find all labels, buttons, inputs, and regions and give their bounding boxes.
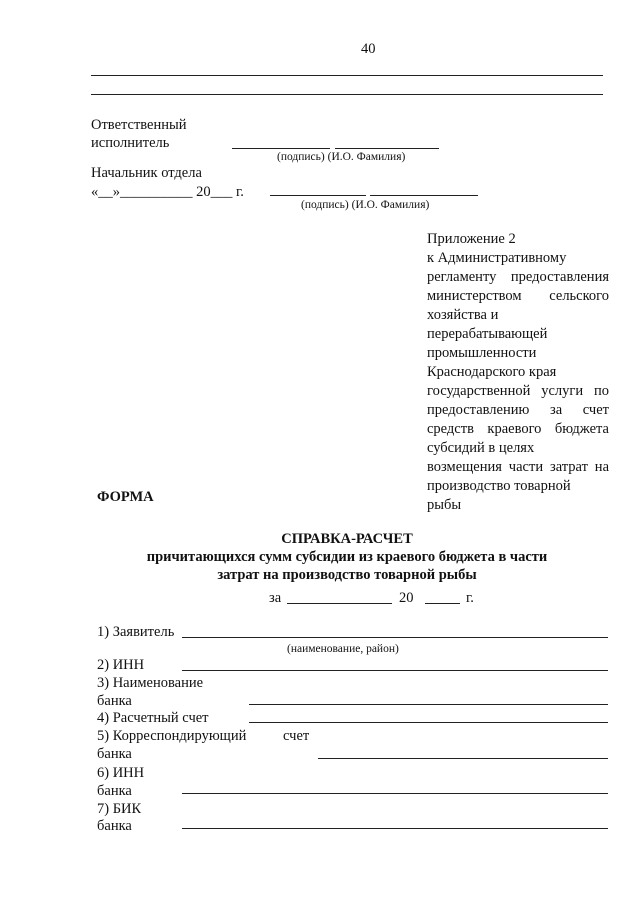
appendix-line: средств краевого бюджета (427, 421, 609, 437)
bank-name-label-line1: 3) Наименование (97, 675, 204, 691)
appendix-line: регламенту предоставления (427, 269, 609, 285)
header-rule-1 (91, 75, 603, 76)
appendix-line: производство товарной (427, 478, 571, 494)
appendix-line: перерабатывающей (427, 326, 548, 342)
bik-label-line2: банка (97, 818, 132, 834)
bank-inn-label-line2: банка (97, 783, 132, 799)
period-year-prefix: 20 (399, 590, 414, 606)
page-number: 40 (361, 41, 376, 57)
appendix-line: возмещения части затрат на (427, 459, 609, 475)
applicant-caption: (наименование, район) (287, 643, 399, 655)
corr-account-field[interactable] (318, 758, 608, 759)
appendix-line: субсидий в целях (427, 440, 535, 456)
bank-inn-label-line1: 6) ИНН (97, 765, 145, 781)
appendix-line: рыбы (427, 497, 462, 513)
period-year-line[interactable] (425, 603, 460, 604)
document-subtitle-line1: причитающихся сумм субсидии из краевого бюджета в части (146, 549, 548, 565)
bik-field[interactable] (182, 828, 608, 829)
appendix-line: Приложение 2 (427, 231, 516, 247)
period-prefix: за (269, 590, 282, 606)
appendix-line: к Административному (427, 250, 567, 266)
bank-name-field[interactable] (249, 704, 608, 705)
date-field[interactable]: «__»__________ 20___ г. (91, 184, 244, 200)
appendix-line: предоставлению за счет (427, 402, 609, 418)
period-date-line[interactable] (287, 603, 392, 604)
inn-field[interactable] (182, 670, 608, 671)
bank-name-label-line2: банка (97, 693, 132, 709)
appendix-line: хозяйства и (427, 307, 499, 323)
period-suffix: г. (466, 590, 474, 606)
corr-account-label-line1: 5) Корреспондирующий (97, 728, 247, 744)
bik-label-line1: 7) БИК (97, 801, 142, 817)
applicant-label: 1) Заявитель (97, 624, 175, 640)
document-subtitle-line2: затрат на производство товарной рыбы (217, 567, 477, 583)
head-of-department-label: Начальник отдела (91, 165, 202, 181)
inn-label: 2) ИНН (97, 657, 145, 673)
header-rule-2 (91, 94, 603, 95)
appendix-line: Краснодарского края (427, 364, 557, 380)
corr-account-label-word: счет (283, 728, 310, 744)
appendix-line: министерством сельского (427, 288, 609, 304)
executor-signature-caption: (подпись) (И.О. Фамилия) (277, 151, 406, 163)
appendix-line: государственной услуги по (427, 383, 609, 399)
bank-inn-field[interactable] (182, 793, 608, 794)
account-label: 4) Расчетный счет (97, 710, 209, 726)
executor-label-line1: Ответственный (91, 117, 187, 133)
document-title: СПРАВКА-РАСЧЕТ (281, 531, 413, 547)
appendix-note (427, 230, 609, 515)
applicant-field[interactable] (182, 637, 608, 638)
account-field[interactable] (249, 722, 608, 723)
appendix-line: промышленности (427, 345, 537, 361)
executor-label-line2: исполнитель (91, 135, 170, 151)
form-label: ФОРМА (97, 489, 154, 505)
corr-account-label-line2: банка (97, 746, 132, 762)
head-signature-caption: (подпись) (И.О. Фамилия) (301, 199, 430, 211)
